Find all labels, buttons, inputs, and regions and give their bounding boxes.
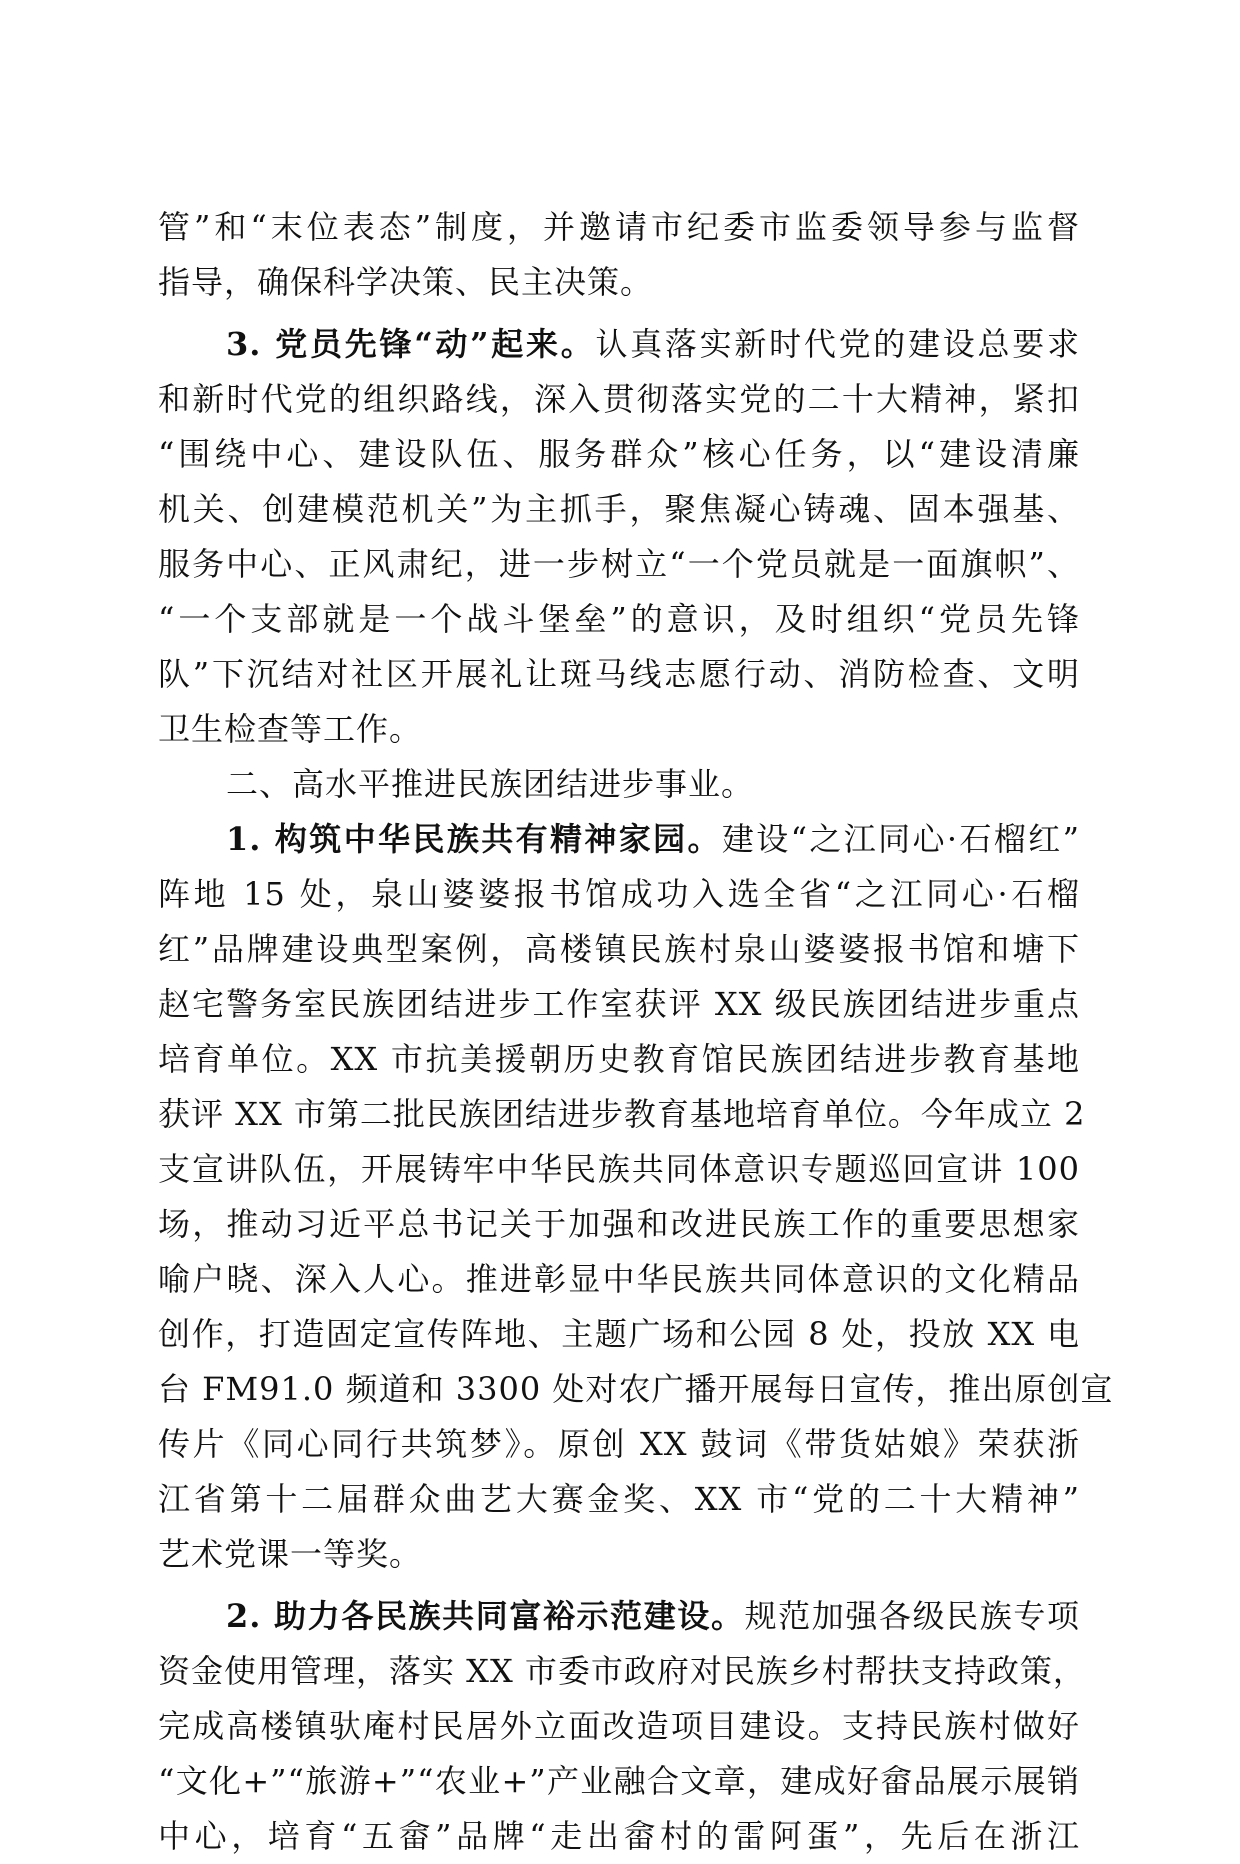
text-line: 完成高楼镇驮庵村民居外立面改造项目建设。支持民族村做好 [158,1707,1080,1745]
paragraph-spiritual-home [158,812,1114,1582]
paragraph-common-prosperity [158,1589,1086,1864]
text-line: 创作，打造固定宣传阵地、主题广场和公园 8 处，投放 XX 电 [158,1315,1080,1353]
paragraph-party-vanguard [158,317,1080,757]
text-line: “文化+”“旅游+”“农业+”产业融合文章，建成好畲品展示展销 [158,1762,1080,1800]
text-line: 艺术党课一等奖。 [158,1535,423,1573]
text-line: “围绕中心、建设队伍、服务群众”核心任务，以“建设清廉 [158,435,1080,473]
text-line: 管”和“末位表态”制度，并邀请市纪委市监委领导参与监督 [158,208,1080,246]
section-heading: 3. 党员先锋“动”起来。 [226,325,596,363]
section-title-ethnic-unity [158,757,1080,812]
text-line: 喻户晓、深入人心。推进彰显中华民族共同体意识的文化精品 [158,1260,1080,1298]
text-line: 服务中心、正风肃纪，进一步树立“一个党员就是一面旗帜”、 [158,545,1080,583]
text-line: 队”下沉结对社区开展礼让斑马线志愿行动、消防检查、文明 [158,655,1080,693]
text-line: “一个支部就是一个战斗堡垒”的意识，及时组织“党员先锋 [158,600,1080,638]
text-line: 机关、创建模范机关”为主抓手，聚焦凝心铸魂、固本强基、 [158,490,1080,528]
text-line: 资金使用管理，落实 XX 市委市政府对民族乡村帮扶支持政策， [158,1652,1086,1690]
text-line: 指导，确保科学决策、民主决策。 [158,263,654,301]
text-line [158,317,1080,372]
text-line: 获评 XX 市第二批民族团结进步教育基地培育单位。今年成立 2 [158,1095,1086,1133]
text-line [158,812,1080,867]
text-line: 传片《同心同行共筑梦》。原创 XX 鼓词《带货姑娘》荣获浙 [158,1425,1080,1463]
text-run: 建设“之江同心·石榴红” [721,820,1080,858]
document-page [158,200,1114,1864]
text-line: 场，推动习近平总书记关于加强和改进民族工作的重要思想家 [158,1205,1080,1243]
text-run: 规范加强各级民族专项 [744,1597,1080,1635]
text-line: 阵地 15 处，泉山婆婆报书馆成功入选全省“之江同心·石榴 [158,875,1080,913]
text-line: 台 FM91.0 频道和 3300 处对农广播开展每日宣传，推出原创宣 [158,1370,1114,1408]
text-run: 认真落实新时代党的建设总要求 [595,325,1080,363]
text-line: 江省第十二届群众曲艺大赛金奖、XX 市“党的二十大精神” [158,1480,1080,1518]
section-heading: 二、高水平推进民族团结进步事业。 [226,765,755,803]
text-line: 中心，培育“五畲”品牌“走出畲村的雷阿蛋”，先后在浙江 [158,1817,1080,1855]
text-line: 和新时代党的组织路线，深入贯彻落实党的二十大精神，紧扣 [158,380,1080,418]
text-line: 支宣讲队伍，开展铸牢中华民族共同体意识专题巡回宣讲 100 [158,1150,1080,1188]
section-heading: 1. 构筑中华民族共有精神家园。 [226,820,722,858]
text-line [158,1589,1080,1644]
section-heading: 2. 助力各民族共同富裕示范建设。 [226,1597,745,1635]
text-line: 卫生检查等工作。 [158,710,423,748]
text-line: 赵宅警务室民族团结进步工作室获评 XX 级民族团结进步重点 [158,985,1080,1023]
text-line: 培育单位。XX 市抗美援朝历史教育馆民族团结进步教育基地 [158,1040,1080,1078]
paragraph-decision-system [158,200,1080,310]
text-line: 红”品牌建设典型案例，高楼镇民族村泉山婆婆报书馆和塘下 [158,930,1080,968]
